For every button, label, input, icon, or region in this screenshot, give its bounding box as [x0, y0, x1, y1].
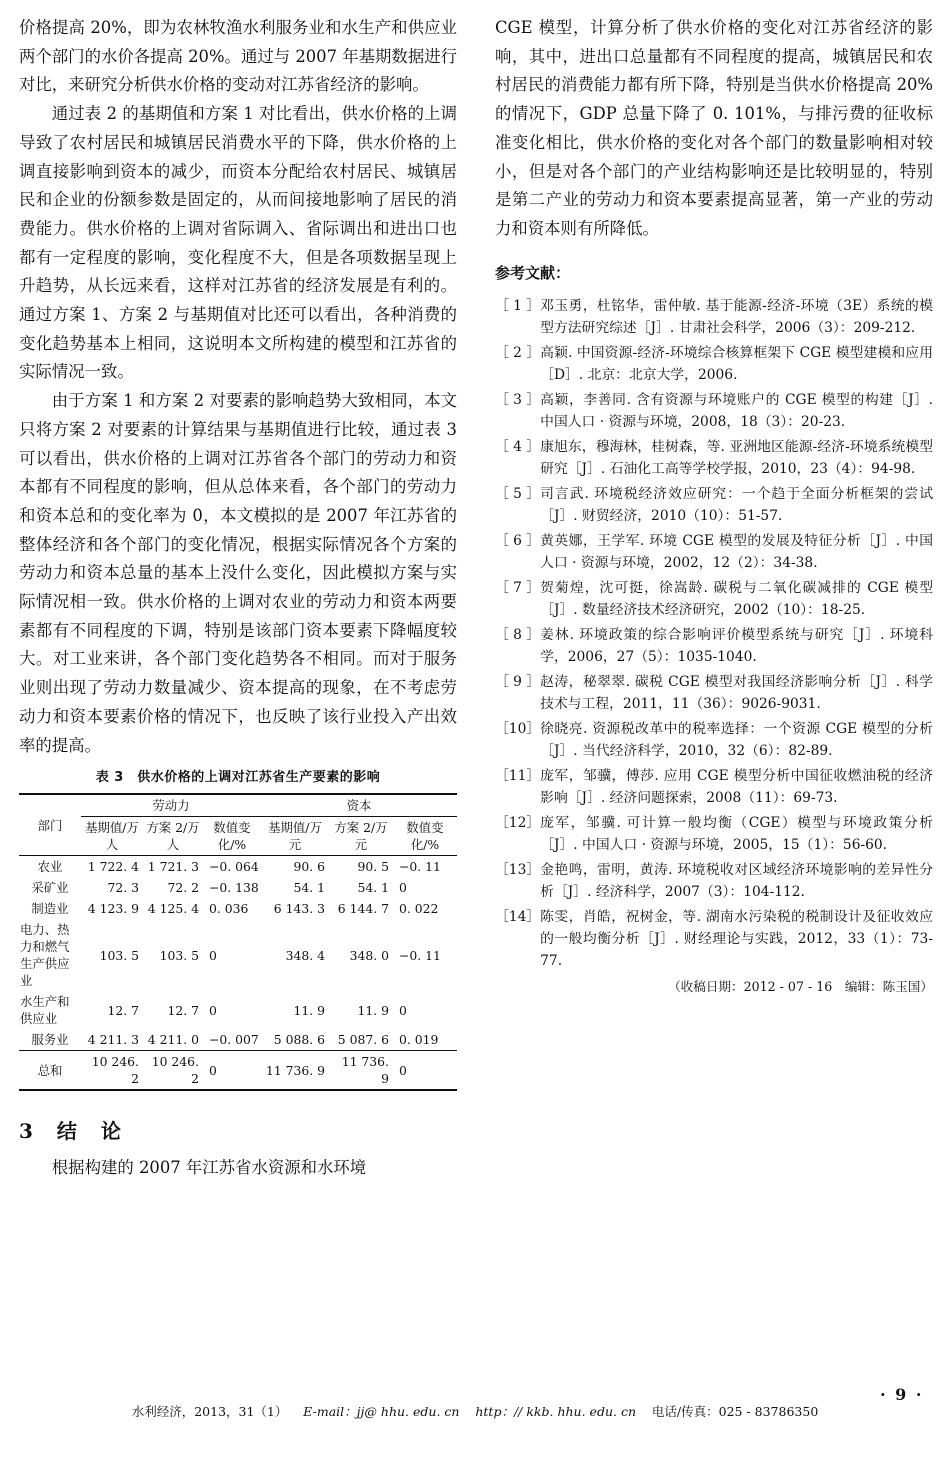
subheader: 数值变化/% [406, 820, 444, 853]
reference-number: ［14］ [495, 908, 541, 925]
right-column [495, 14, 933, 995]
table-row [19, 991, 457, 1029]
cell: 12. 7 [107, 1002, 139, 1018]
reference-text: 康旭东，穆海林，桂树森，等. 亚洲地区能源-经济-环境系统模型研究［J］. 石油化工高等学校学报，2010，23（4）：94-98. [540, 438, 933, 477]
reference-item [495, 436, 933, 480]
left-column [19, 14, 457, 1183]
cell: 0 [399, 880, 407, 896]
reference-number: ［ 5 ］ [495, 485, 541, 502]
table-row [19, 856, 457, 878]
reference-text: 金艳鸣，雷明，黄涛. 环境税收对区域经济环境影响的差异性分析［J］. 经济科学，2007（3）：104-112. [540, 861, 933, 900]
cell: 0 [399, 1002, 407, 1018]
row-sector: 采矿业 [31, 880, 69, 896]
reference-item [495, 859, 933, 903]
subheader: 数值变化/% [213, 820, 251, 853]
cell: 0 [209, 947, 217, 963]
cell: 103. 5 [159, 947, 199, 963]
reference-text: 姜林. 环境政策的综合影响评价模型系统与研究［J］. 环境科学，2006，27（5）：1035-1040. [540, 626, 933, 665]
cell: 4 211. 0 [147, 1032, 199, 1048]
body-paragraph: 根据构建的 2007 年江苏省水资源和水环境 [51, 1158, 367, 1178]
reference-text: 黄英娜，王学军. 环境 CGE 模型的发展及特征分析［J］. 中国人口 · 资源与环境，2002，12（2）：34-38. [540, 532, 933, 571]
reference-number: ［ 1 ］ [495, 297, 541, 314]
cell: 72. 3 [107, 880, 139, 896]
cell: −0. 007 [209, 1032, 259, 1048]
reference-list [495, 295, 933, 972]
reference-item [495, 671, 933, 715]
reference-text: 陈雯，肖皓，祝树金，等. 湖南水污染税的税制设计及征收效应的一般均衡分析［J］. 财经理论与实践，2012，33（1）：73-77. [540, 908, 933, 969]
cell: 54. 1 [293, 880, 325, 896]
cell: 5 087. 6 [337, 1032, 389, 1048]
subheader: 基期值/万人 [85, 820, 139, 853]
factor-table [19, 793, 457, 1091]
cell: 4 125. 4 [147, 901, 199, 917]
reference-text: 高颖，李善同. 含有资源与环境账户的 CGE 模型的构建［J］. 中国人口 · 资源与环境，2008，18（3）：20-23. [540, 391, 933, 430]
body-paragraph: 价格提高 20%，即为农林牧渔水利服务业和水生产和供应业两个部门的水价各提高 20%。通过与 2007 年基期数据进行对比，来研究分析供水价格的变动对江苏省经济的影响。 [19, 18, 457, 95]
cell: 11 736. 9 [341, 1054, 389, 1087]
reference-item [495, 812, 933, 856]
page-footer [0, 1402, 950, 1420]
subheader: 方案 2/万元 [334, 820, 388, 853]
reference-text: 庞军，邹骥，傅莎. 应用 CGE 模型分析中国征收燃油税的经济影响［J］. 经济问题探索，2008（11）：69-73. [540, 767, 933, 806]
table-row [19, 919, 457, 991]
reference-number: ［ 4 ］ [495, 438, 541, 455]
cell: 72. 2 [167, 880, 199, 896]
reference-item [495, 483, 933, 527]
subheader: 基期值/万元 [268, 820, 322, 853]
cell: 348. 0 [349, 947, 389, 963]
cell: 4 123. 9 [87, 901, 139, 917]
reference-number: ［10］ [495, 720, 541, 737]
header-sector: 部门 [19, 794, 81, 856]
reference-number: ［12］ [495, 814, 541, 831]
cell: 11. 9 [293, 1002, 325, 1018]
cell: 6 143. 3 [273, 901, 325, 917]
references-heading: 参考文献： [495, 263, 571, 282]
reference-text: 贺菊煌，沈可挺，徐嵩龄. 碳税与二氧化碳减排的 CGE 模型［J］. 数量经济技术经济研究，2002（10）：18-25. [540, 579, 933, 618]
reference-number: ［ 7 ］ [495, 579, 541, 596]
reference-item [495, 295, 933, 339]
reference-number: ［ 6 ］ [495, 532, 541, 549]
reference-text: 高颖. 中国资源-经济-环境综合核算框架下 CGE 模型建模和应用［D］. 北京：北京大学，2006. [540, 344, 933, 383]
footer-website: http：// kkb. hhu. edu. cn [475, 1404, 636, 1419]
cell: 0 [209, 1062, 217, 1078]
reference-text: 司言武. 环境税经济效应研究：一个趋于全面分析框架的尝试［J］. 财贸经济，2010（10）：51-57. [540, 485, 933, 524]
table-row [19, 877, 457, 898]
header-capital: 资本 [261, 794, 457, 817]
journal-info: 水利经济，2013，31（1） [131, 1404, 288, 1419]
reference-text: 赵涛，秘翠翠. 碳税 CGE 模型对我国经济影响分析［J］. 科学技术与工程，2011，11（36）：9026-9031. [540, 673, 933, 712]
table-row [19, 1051, 457, 1091]
cell: 348. 4 [285, 947, 325, 963]
cell: 12. 7 [167, 1002, 199, 1018]
cell: −0. 11 [399, 859, 441, 875]
reference-text: 庞军，邹骥. 可计算一般均衡（CGE）模型与环境政策分析［J］. 中国人口 · 资源与环境，2005，15（1）：56-60. [540, 814, 933, 853]
reference-number: ［ 9 ］ [495, 673, 541, 690]
cell: 0 [399, 1062, 407, 1078]
page-number: · 9 · [880, 1385, 924, 1404]
reference-item [495, 530, 933, 574]
row-sector: 农业 [37, 859, 63, 875]
received-date: （收稿日期：2012 - 07 - 16 编辑：陈玉国） [668, 978, 933, 994]
cell: 5 088. 6 [273, 1032, 325, 1048]
cell: 1 721. 3 [147, 859, 199, 875]
section-heading [19, 1115, 457, 1144]
reference-number: ［ 8 ］ [495, 626, 541, 643]
body-paragraph: CGE 模型，计算分析了供水价格的变化对江苏省经济的影响，其中，进出口总量都有不同程度的提高，城镇居民和农村居民的消费能力都有所下降，特别是当供水价格提高 20% 的情况下，GDP 总量下降了 0. 101%，与排污费的征收标准变化相比，供水价格的变化对各个部门的数量影响相对较小，但是对各个部门的产业结构影响还是比较明显的，特别是第二产业的劳动力和资本要素提高显著，第一产业的劳动力和资本则有所降低。 [495, 18, 933, 238]
reference-item [495, 765, 933, 809]
cell: −0. 138 [209, 880, 259, 896]
section-title: 结 论 [56, 1119, 123, 1144]
cell: 0. 036 [209, 901, 249, 917]
cell: 11. 9 [357, 1002, 389, 1018]
reference-item [495, 624, 933, 668]
body-paragraph: 由于方案 1 和方案 2 对要素的影响趋势大致相同，本文只将方案 2 对要素的计算结果与基期值进行比较，通过表 3 可以看出，供水价格的上调对江苏省各个部门的劳动力和资本都有不同程度的影响，但从总体来看，各个部门的劳动力和资本总和的变化率为 0，本文模拟的是 2007 年江苏省的整体经济和各个部门的变化情况，根据实际情况各个方案的劳动力和资本总量的基本上没什么变化，因此模拟方案与实际情况相一致。供水价格的上调对农业的劳动力和资本两要素都有不同程度的下调，特别是该部门资本要素下降幅度较大。对工业来讲，各个部门变化趋势各不相同。而对于服务业则出现了劳动力数量减少、资本提高的现象，在不考虑劳动力和资本要素价格的情况下，也反映了该行业投入产出效率的提高。 [19, 391, 457, 755]
reference-number: ［11］ [495, 767, 541, 784]
row-sector: 电力、热力和燃气生产供应业 [20, 922, 70, 989]
footer-email: E-mail：jj@ hhu. edu. cn [303, 1404, 460, 1419]
footer-phone: 电话/传真：025 - 83786350 [651, 1404, 819, 1419]
row-sector: 水生产和供应业 [20, 994, 70, 1027]
reference-text: 徐晓亮. 资源税改革中的税率选择：一个资源 CGE 模型的分析［J］. 当代经济科学，2010，32（6）：82-89. [540, 720, 933, 759]
body-paragraph: 通过表 2 的基期值和方案 1 对比看出，供水价格的上调导致了农村居民和城镇居民消费水平的下降，供水价格的上调直接影响到资本的减少，而资本分配给农村居民、城镇居民和企业的份额参数是固定的，从而间接地影响了居民的消费能力。供水价格的上调对省际调入、省际调出和进出口也都有一定程度的影响，变化程度不大，但是各项数据呈现上升趋势，从长远来看，这样对江苏省的经济发展是有利的。通过方案 1、方案 2 与基期值对比还可以看出，各种消费的变化趋势基本上相同，这说明本文所构建的模型和江苏省的实际情况一致。 [19, 104, 457, 382]
reference-item [495, 342, 933, 386]
cell: 90. 6 [293, 859, 325, 875]
cell: 0 [209, 1002, 217, 1018]
reference-item [495, 906, 933, 972]
cell: 54. 1 [357, 880, 389, 896]
table-row [19, 898, 457, 919]
cell: 4 211. 3 [87, 1032, 139, 1048]
cell: −0. 11 [399, 947, 441, 963]
header-labor: 劳动力 [81, 794, 261, 817]
cell: 1 722. 4 [87, 859, 139, 875]
row-sector: 制造业 [31, 901, 69, 917]
cell: −0. 064 [209, 859, 259, 875]
cell: 0. 019 [399, 1032, 439, 1048]
reference-number: ［ 2 ］ [495, 344, 541, 361]
cell: 0. 022 [399, 901, 439, 917]
reference-item [495, 718, 933, 762]
reference-text: 邓玉勇，杜铭华，雷仲敏. 基于能源-经济-环境（3E）系统的模型方法研究综述［J］. 甘肃社会科学，2006（3）：209-212. [540, 297, 933, 336]
cell: 11 736. 9 [265, 1062, 325, 1078]
reference-item [495, 389, 933, 433]
row-sector: 服务业 [31, 1032, 69, 1048]
row-sector: 总和 [37, 1062, 63, 1078]
reference-number: ［ 3 ］ [495, 391, 541, 408]
cell: 6 144. 7 [337, 901, 389, 917]
reference-item [495, 577, 933, 621]
section-number: 3 [19, 1119, 35, 1144]
cell: 103. 5 [99, 947, 139, 963]
subheader: 方案 2/万人 [146, 820, 200, 853]
reference-number: ［13］ [495, 861, 541, 878]
table-caption: 表 3 供水价格的上调对江苏省生产要素的影响 [95, 770, 381, 786]
cell: 10 246. 2 [151, 1054, 199, 1087]
table-row [19, 1029, 457, 1051]
cell: 10 246. 2 [91, 1054, 139, 1087]
cell: 90. 5 [357, 859, 389, 875]
